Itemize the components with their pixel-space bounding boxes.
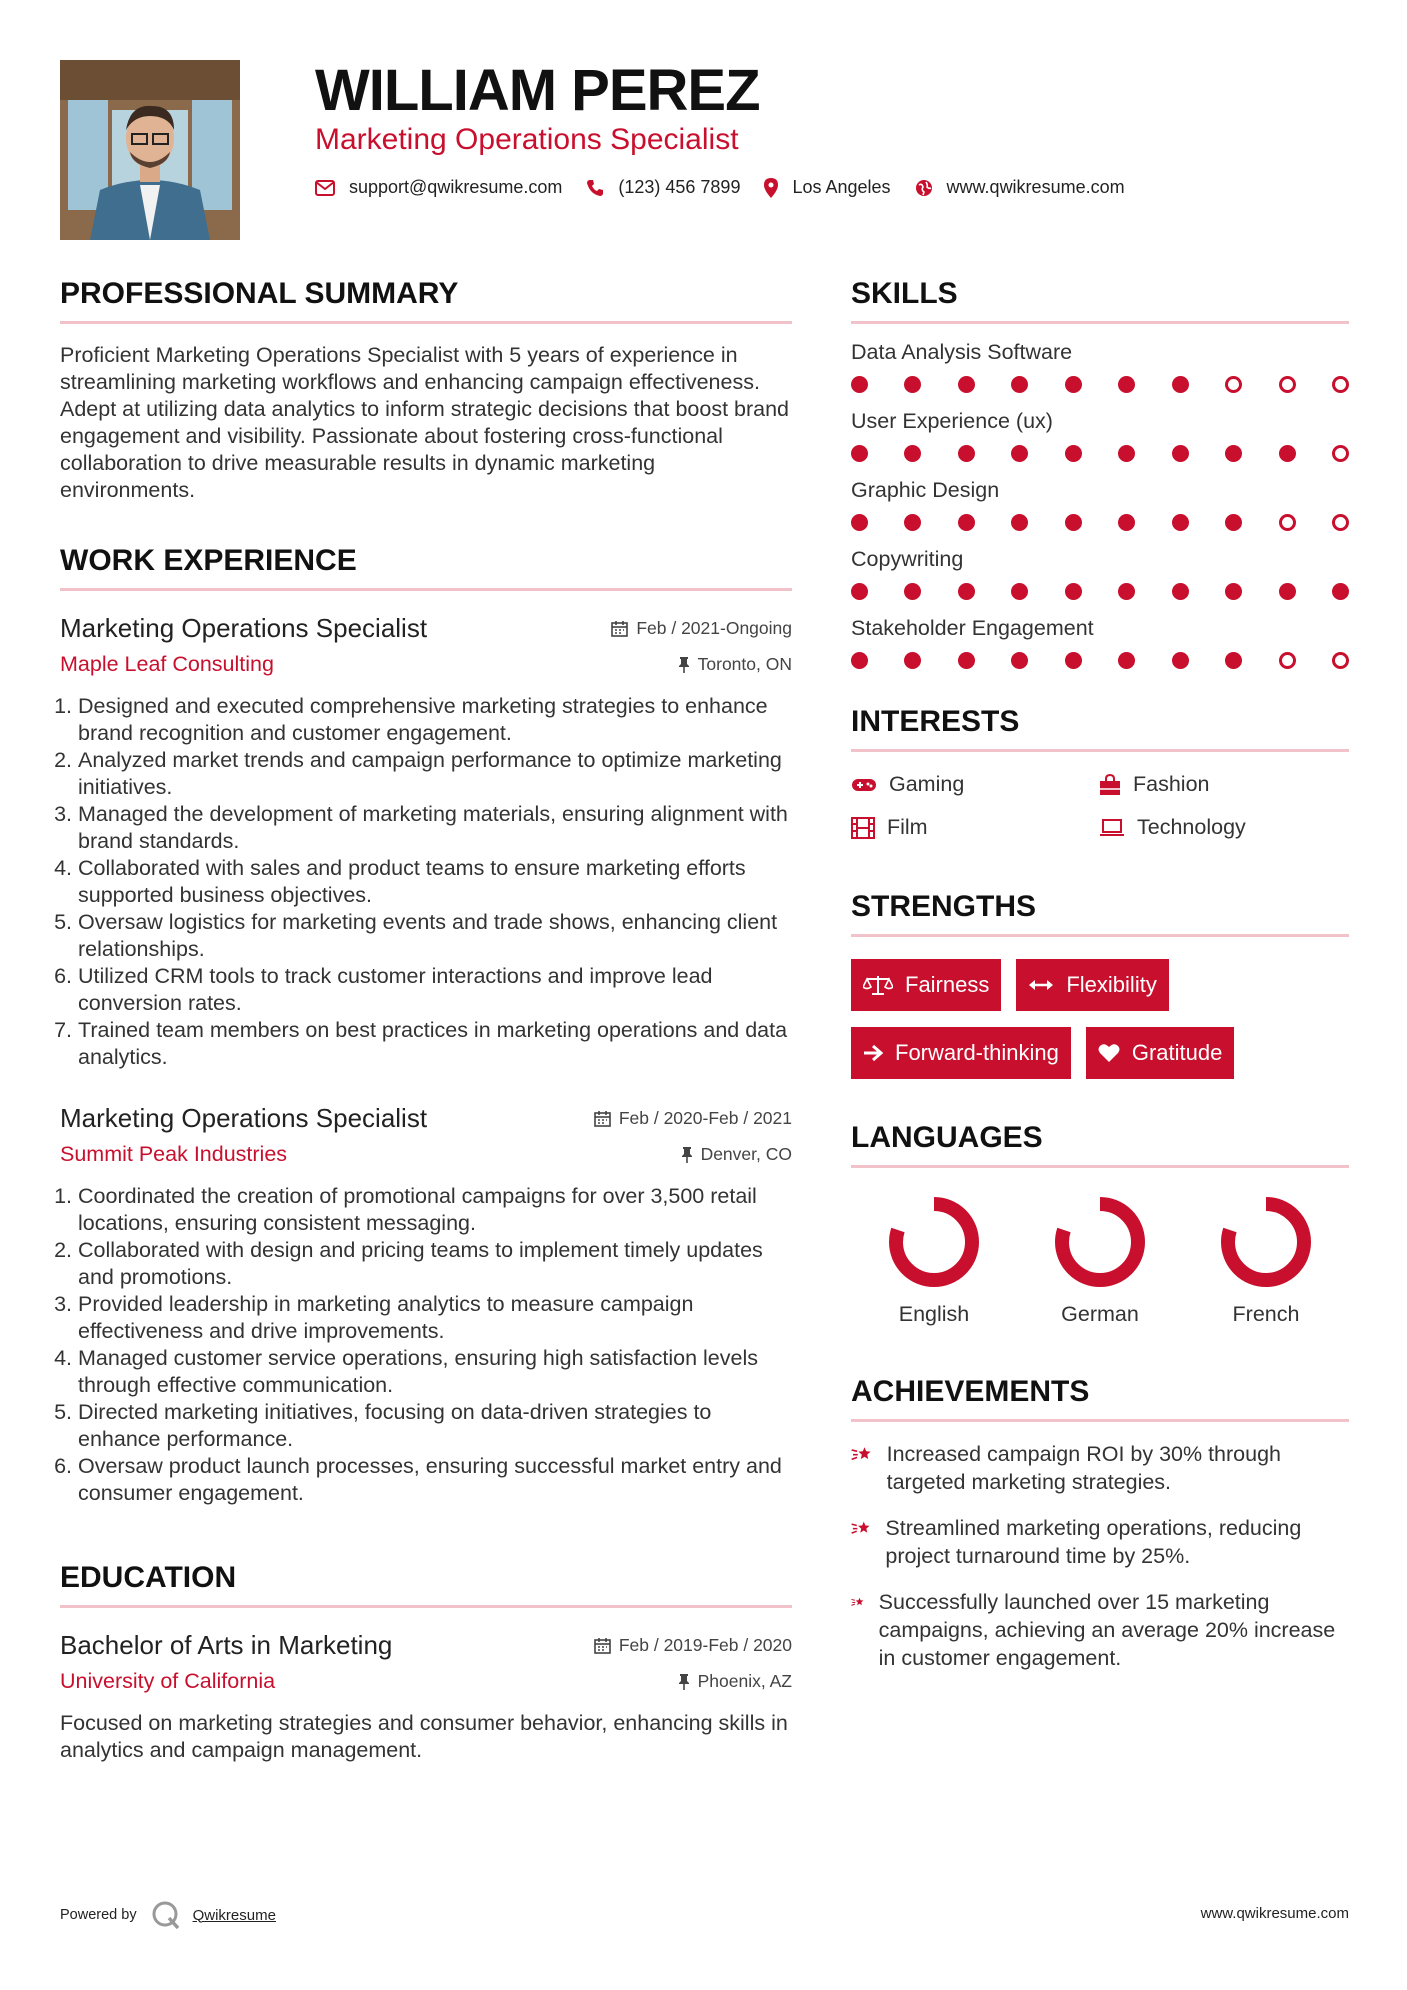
qwikresume-link[interactable]: Qwikresume <box>192 1906 276 1924</box>
interest-item <box>1099 772 1349 797</box>
rating-dot-filled <box>1172 652 1189 669</box>
rating-dot-empty <box>1332 376 1349 393</box>
education-entry <box>60 1630 792 1764</box>
skill-rating <box>851 514 1349 531</box>
job-role: Marketing Operations Specialist <box>60 613 428 643</box>
rating-dot-filled <box>1279 445 1296 462</box>
skill-label: Copywriting <box>851 547 964 571</box>
duty-item: 4. Collaborated with sales and product teams to ensure marketing efforts supported business objectives. <box>78 855 792 909</box>
interest-label: Technology <box>1137 815 1246 839</box>
job-duties <box>60 1183 792 1507</box>
footer-powered-by <box>60 1900 276 1930</box>
rating-dot-filled <box>851 445 868 462</box>
balance-scale-icon <box>863 974 893 996</box>
candidate-title: Marketing Operations Specialist <box>315 123 739 156</box>
right-column <box>851 275 1349 1672</box>
phone-icon <box>586 179 604 197</box>
rating-dot-filled <box>851 652 868 669</box>
powered-by-label: Powered by <box>60 1907 137 1923</box>
rating-dot-filled <box>1225 514 1242 531</box>
rating-dot-filled <box>1225 583 1242 600</box>
thumbtack-icon <box>678 1673 690 1690</box>
rating-dot-filled <box>1118 445 1135 462</box>
rating-dot-filled <box>1011 652 1028 669</box>
duty-item: 4. Managed customer service operations, ensuring high satisfaction levels through effective communication. <box>78 1345 792 1399</box>
rating-dot-filled <box>1225 652 1242 669</box>
language-gauge-arc <box>1228 1204 1304 1280</box>
interest-item <box>851 772 1099 797</box>
calendar-icon <box>594 1110 611 1127</box>
rating-dot-filled <box>851 514 868 531</box>
skill-item <box>851 407 1349 462</box>
rating-dot-filled <box>1172 445 1189 462</box>
language-gauge <box>1052 1194 1148 1290</box>
rating-dot-filled <box>1279 583 1296 600</box>
summary-text: Proficient Marketing Operations Specialist with 5 years of experience in streamlining marketing workflows and enhancing campaign effectiveness. Adept at utilizing data analytics to inform strategic decisions that boost brand engagement and visibility. Passionate about fostering cross-functional collaboration to drive measurable results in dynamic marketing environments. <box>60 343 790 502</box>
achievement-text: Streamlined marketing operations, reducing project turnaround time by 25%. <box>885 1516 1302 1568</box>
education-school: University of California <box>60 1669 276 1693</box>
interest-label: Fashion <box>1133 772 1210 796</box>
contact-phone[interactable] <box>586 177 740 198</box>
rating-dot-empty <box>1332 445 1349 462</box>
rating-dot-filled <box>958 583 975 600</box>
achievement-item <box>851 1440 1349 1496</box>
rating-dot-filled <box>904 652 921 669</box>
skill-rating <box>851 583 1349 600</box>
calendar-icon <box>594 1637 611 1654</box>
job-company: Maple Leaf Consulting <box>60 652 274 676</box>
rating-dot-filled <box>851 583 868 600</box>
language-gauge-arc <box>1062 1204 1138 1280</box>
skill-item <box>851 338 1349 393</box>
languages-list <box>851 1194 1349 1327</box>
education-dates <box>594 1635 792 1656</box>
rating-dot-filled <box>1172 514 1189 531</box>
interest-item <box>1099 815 1349 840</box>
strength-tag <box>851 1027 1071 1079</box>
language-gauge <box>1218 1194 1314 1290</box>
film-icon <box>851 817 875 839</box>
education-degree: Bachelor of Arts in Marketing <box>60 1630 393 1660</box>
map-marker-icon <box>764 178 778 198</box>
rating-dot-filled <box>904 445 921 462</box>
achievements-list <box>851 1440 1349 1672</box>
skills-list <box>851 338 1349 669</box>
interests-list <box>851 772 1349 840</box>
skill-label: Graphic Design <box>851 478 1000 502</box>
strength-label: Flexibility <box>1066 972 1157 997</box>
skill-item <box>851 476 1349 531</box>
rating-dot-filled <box>958 445 975 462</box>
arrows-h-icon <box>1028 978 1054 992</box>
contact-location-text: Los Angeles <box>792 177 891 197</box>
shopping-bag-icon <box>1099 774 1121 796</box>
rating-dot-filled <box>1011 376 1028 393</box>
rating-dot-empty <box>1279 376 1296 393</box>
skill-rating <box>851 376 1349 393</box>
rating-dot-filled <box>1011 514 1028 531</box>
rating-dot-filled <box>1011 583 1028 600</box>
rating-dot-filled <box>1332 583 1349 600</box>
laptop-icon <box>1099 819 1125 837</box>
language-item <box>1017 1194 1183 1327</box>
job-location-text: Denver, CO <box>700 1144 792 1164</box>
shooting-star-icon <box>851 1440 873 1468</box>
shooting-star-icon <box>851 1514 871 1542</box>
language-label: French <box>1232 1302 1300 1326</box>
rating-dot-empty <box>1332 652 1349 669</box>
thumbtack-icon <box>678 656 690 673</box>
skill-item <box>851 545 1349 600</box>
skill-label: User Experience (ux) <box>851 409 1053 433</box>
rating-dot-filled <box>1011 445 1028 462</box>
rating-dot-empty <box>1225 376 1242 393</box>
interest-label: Gaming <box>889 772 965 796</box>
gamepad-icon <box>851 777 877 793</box>
strength-label: Forward-thinking <box>895 1040 1059 1065</box>
rating-dot-empty <box>1332 514 1349 531</box>
duty-item: 5. Oversaw logistics for marketing events and trade shows, enhancing client relationships. <box>78 909 792 963</box>
duty-item: 1. Coordinated the creation of promotional campaigns for over 3,500 retail locations, ensuring consistent messaging. <box>78 1183 792 1237</box>
rating-dot-filled <box>1118 514 1135 531</box>
heart-icon <box>1098 1043 1120 1063</box>
rating-dot-filled <box>958 376 975 393</box>
education-location-text: Phoenix, AZ <box>697 1671 792 1691</box>
duty-item: 1. Designed and executed comprehensive marketing strategies to enhance brand recognition and customer engagement. <box>78 693 792 747</box>
rating-dot-filled <box>904 583 921 600</box>
shooting-star-icon <box>851 1588 865 1616</box>
summary-heading: PROFESSIONAL SUMMARY <box>60 275 792 324</box>
rating-dot-filled <box>1065 652 1082 669</box>
profile-photo <box>60 60 240 240</box>
achievement-item <box>851 1514 1349 1570</box>
job-company: Summit Peak Industries <box>60 1142 288 1166</box>
strength-tag <box>1016 959 1168 1011</box>
calendar-icon <box>611 620 628 637</box>
skill-item <box>851 614 1349 669</box>
job-location <box>681 1144 792 1165</box>
languages-heading: LANGUAGES <box>851 1119 1349 1168</box>
rating-dot-filled <box>1118 652 1135 669</box>
rating-dot-filled <box>1172 583 1189 600</box>
skill-label: Stakeholder Engagement <box>851 616 1094 640</box>
strength-tag <box>851 959 1001 1011</box>
language-item <box>851 1194 1017 1327</box>
language-gauge-arc <box>896 1204 972 1280</box>
rating-dot-filled <box>1065 514 1082 531</box>
footer-website[interactable]: www.qwikresume.com <box>1200 1905 1349 1922</box>
education-heading: EDUCATION <box>60 1559 792 1608</box>
job-dates-text: Feb / 2021-Ongoing <box>636 618 792 638</box>
rating-dot-filled <box>904 376 921 393</box>
rating-dot-filled <box>1225 445 1242 462</box>
duty-item: 6. Utilized CRM tools to track customer interactions and improve lead conversion rates. <box>78 963 792 1017</box>
duty-item: 6. Oversaw product launch processes, ensuring successful market entry and consumer engagement. <box>78 1453 792 1507</box>
education-location <box>678 1671 792 1692</box>
skill-rating <box>851 652 1349 669</box>
education-description: Focused on marketing strategies and consumer behavior, enhancing skills in analytics and campaign management. <box>60 1711 788 1762</box>
rating-dot-filled <box>1065 445 1082 462</box>
language-label: German <box>1061 1302 1139 1326</box>
rating-dot-filled <box>1065 376 1082 393</box>
language-label: English <box>898 1302 970 1326</box>
job-entry <box>60 613 792 1071</box>
experience-heading: WORK EXPERIENCE <box>60 542 792 591</box>
job-dates-text: Feb / 2020-Feb / 2021 <box>618 1108 792 1128</box>
interest-label: Film <box>887 815 928 839</box>
skill-rating <box>851 445 1349 462</box>
achievement-text: Successfully launched over 15 marketing campaigns, achieving an average 20% increase in customer engagement. <box>878 1590 1336 1670</box>
strengths-list <box>851 959 1349 1079</box>
candidate-name: WILLIAM PEREZ <box>315 58 760 123</box>
job-dates <box>611 618 792 639</box>
skills-heading: SKILLS <box>851 275 1349 324</box>
interests-heading: INTERESTS <box>851 703 1349 752</box>
strength-tag <box>1086 1027 1235 1079</box>
duty-item: 5. Directed marketing initiatives, focusing on data-driven strategies to enhance performance. <box>78 1399 792 1453</box>
contact-website-text: www.qwikresume.com <box>946 177 1125 197</box>
achievement-item <box>851 1588 1349 1672</box>
thumbtack-icon <box>681 1146 693 1163</box>
contact-phone-text: (123) 456 7899 <box>618 177 741 197</box>
rating-dot-filled <box>851 376 868 393</box>
job-entry <box>60 1103 792 1507</box>
job-role: Marketing Operations Specialist <box>60 1103 428 1133</box>
language-item <box>1183 1194 1349 1327</box>
job-location-text: Toronto, ON <box>697 654 792 674</box>
education-dates-text: Feb / 2019-Feb / 2020 <box>618 1635 792 1655</box>
duty-item: 2. Analyzed market trends and campaign performance to optimize marketing initiatives. <box>78 747 792 801</box>
language-gauge <box>886 1194 982 1290</box>
rating-dot-empty <box>1279 514 1296 531</box>
achievement-text: Increased campaign ROI by 30% through targeted marketing strategies. <box>886 1442 1281 1494</box>
contact-website[interactable] <box>915 177 1125 198</box>
rating-dot-filled <box>1118 583 1135 600</box>
strength-label: Fairness <box>905 972 990 997</box>
qwikresume-logo-icon <box>151 1900 181 1930</box>
left-column <box>60 275 792 1764</box>
globe-icon <box>915 179 933 197</box>
rating-dot-filled <box>1172 376 1189 393</box>
contact-email-text: support@qwikresume.com <box>349 177 563 197</box>
rating-dot-empty <box>1279 652 1296 669</box>
strength-label: Gratitude <box>1131 1040 1223 1065</box>
strengths-heading: STRENGTHS <box>851 888 1349 937</box>
contact-email[interactable] <box>315 177 562 198</box>
rating-dot-filled <box>958 652 975 669</box>
job-duties <box>60 693 792 1071</box>
envelope-icon <box>315 180 335 196</box>
job-dates <box>594 1108 792 1129</box>
skill-label: Data Analysis Software <box>851 340 1073 364</box>
job-location <box>678 654 792 675</box>
contact-bar <box>315 177 1149 198</box>
duty-item: 7. Trained team members on best practices in marketing operations and data analytics. <box>78 1017 792 1071</box>
contact-location <box>764 177 890 198</box>
duty-item: 3. Managed the development of marketing materials, ensuring alignment with brand standards. <box>78 801 792 855</box>
rating-dot-filled <box>958 514 975 531</box>
rating-dot-filled <box>1118 376 1135 393</box>
rating-dot-filled <box>904 514 921 531</box>
interest-item <box>851 815 1099 840</box>
achievements-heading: ACHIEVEMENTS <box>851 1373 1349 1422</box>
duty-item: 3. Provided leadership in marketing analytics to measure campaign effectiveness and drive improvements. <box>78 1291 792 1345</box>
arrow-right-icon <box>863 1044 883 1062</box>
duty-item: 2. Collaborated with design and pricing teams to implement timely updates and promotions. <box>78 1237 792 1291</box>
rating-dot-filled <box>1065 583 1082 600</box>
